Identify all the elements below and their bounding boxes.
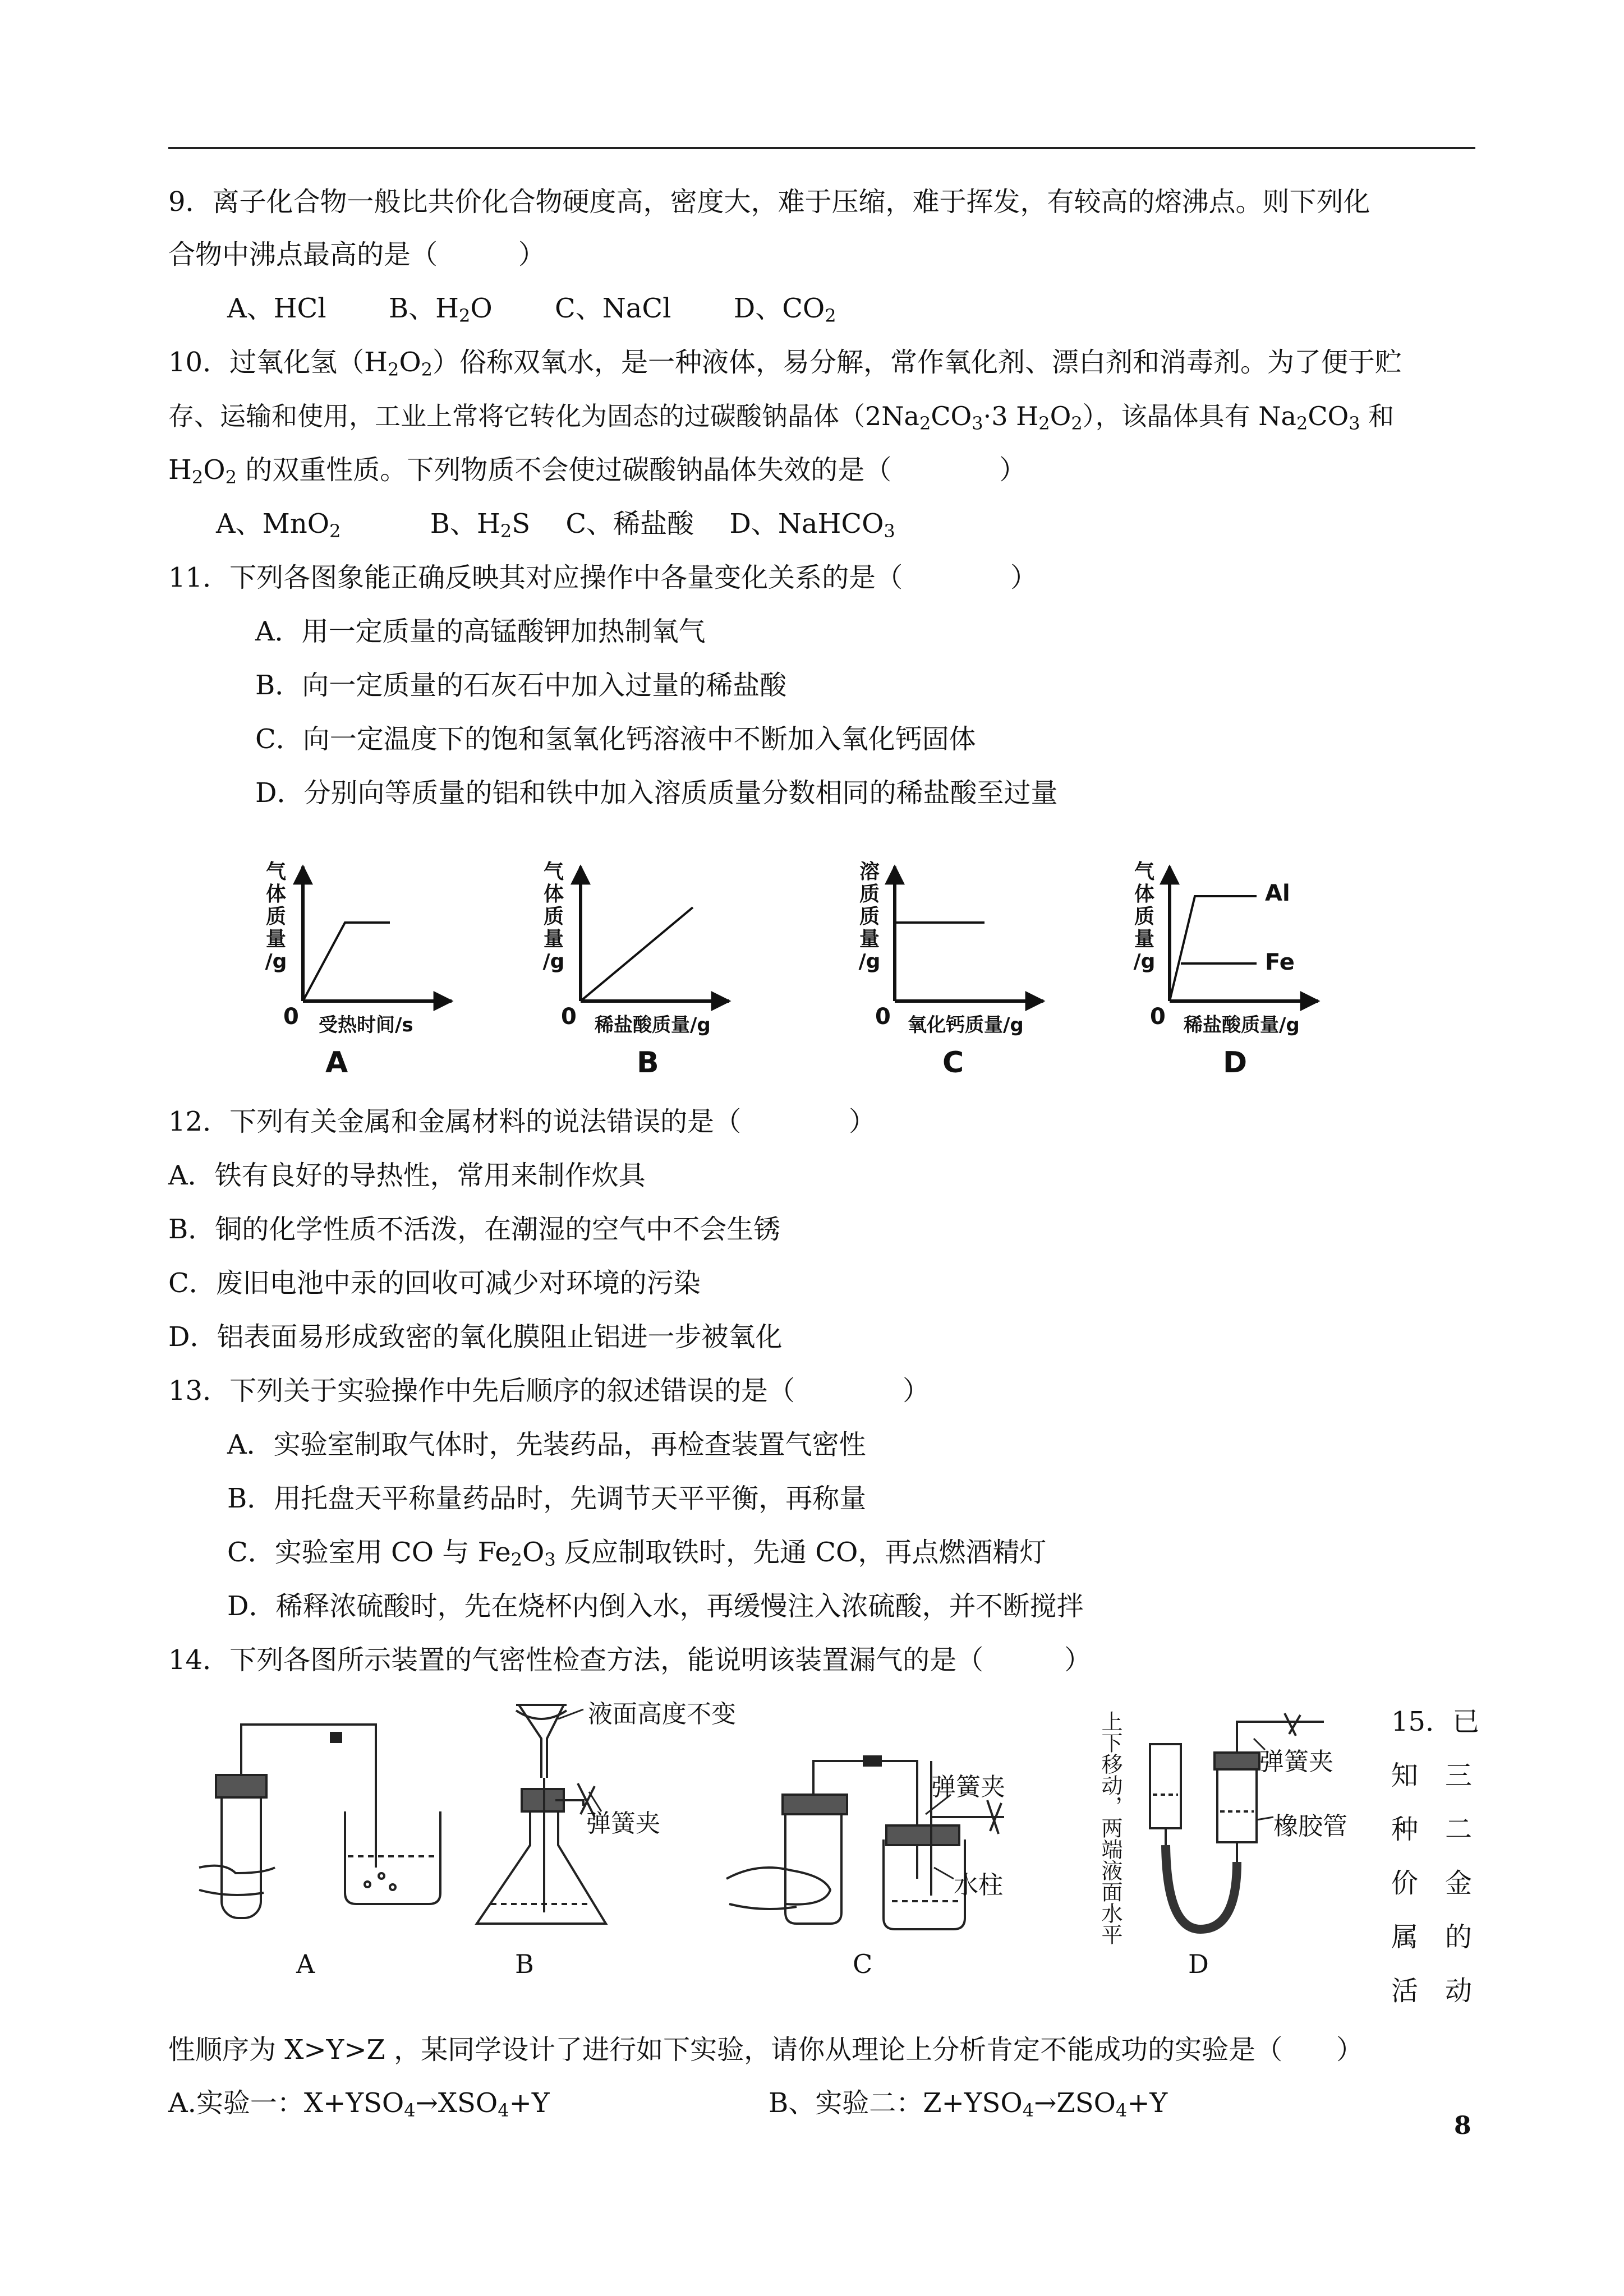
graph-c-caption: C xyxy=(942,1046,964,1080)
apparatus-d-caption: D xyxy=(1188,1949,1209,1979)
q11-option-c: C．向一定温度下的饱和氢氧化钙溶液中不断加入氧化钙固体 xyxy=(255,723,976,755)
graph-c-ylabel: 溶 质 质 量 /g xyxy=(858,860,881,973)
q12-stem: 12．下列有关金属和金属材料的说法错误的是（ ） xyxy=(168,1106,876,1137)
q12-option-d: D．铝表面易形成致密的氧化膜阻止铝进一步被氧化 xyxy=(168,1321,783,1353)
q12-option-c: C．废旧电池中汞的回收可减少对环境的污染 xyxy=(168,1267,701,1299)
q13-option-b: B．用托盘天平称量药品时，先调节天平平衡，再称量 xyxy=(227,1483,867,1514)
q12-option-b: B．铜的化学性质不活泼，在潮湿的空气中不会生锈 xyxy=(168,1214,781,1245)
q13-stem: 13．下列关于实验操作中先后顺序的叙述错误的是（ ） xyxy=(168,1375,930,1407)
q10-option-c: C、稀盐酸 xyxy=(565,508,694,540)
apparatus-c-label-clamp: 弹簧夹 xyxy=(931,1773,1005,1801)
page-number: 8 xyxy=(1454,2111,1471,2140)
q9-option-b: B、$H_2O$ xyxy=(388,293,493,326)
q13-option-a: A．实验室制取气体时，先装药品，再检查装置气密性 xyxy=(227,1429,866,1460)
q10-stem-line2: 存、运输和使用，工业上常将它转化为固态的过碳酸钠晶体（$2Na_2CO_3\cdot 3$ $H_2O_2$），该晶体具有 $Na_2CO_3$ 和 xyxy=(168,401,1395,434)
graph-a-xlabel: 受热时间/s xyxy=(319,1014,413,1036)
q11-option-a: A．用一定质量的高锰酸钾加热制氧气 xyxy=(255,616,706,647)
graph-a-ylabel: 气 体 质 量 /g xyxy=(265,860,287,973)
graph-a-caption: A xyxy=(325,1046,348,1080)
apparatus-b-caption: B xyxy=(515,1949,534,1979)
q10-stem-line3: $H_2O_2$ 的双重性质。下列物质不会使过碳酸钠晶体失效的是（ ） xyxy=(168,454,1027,488)
graph-b-origin: 0 xyxy=(561,1004,577,1030)
graph-c-xlabel: 氧化钙质量/g xyxy=(908,1014,1024,1036)
apparatus-d-label-clamp: 弹簧夹 xyxy=(1259,1748,1333,1776)
q11-option-b: B．向一定质量的石灰石中加入过量的稀盐酸 xyxy=(255,670,787,701)
q9-option-d: D、$CO_2$ xyxy=(733,293,836,326)
q13-option-c: C．实验室用 CO 与 $Fe_2O_3$ 反应制取铁时，先通 CO，再点燃酒精灯 xyxy=(227,1537,1047,1570)
apparatus-c-label-water: 水柱 xyxy=(954,1871,1003,1899)
q10-stem-line1: 10．过氧化氢$(H_2O_2)$俗称双氧水，是一种液体，易分解，常作氧化剂、漂白剂和消毒剂。为了便于贮 xyxy=(168,347,1402,380)
q9-option-c: C、NaCl xyxy=(555,293,671,324)
apparatus-c-caption: C xyxy=(853,1949,873,1979)
graph-b-ylabel: 气 体 质 量 /g xyxy=(542,860,565,973)
graph-d-series-al: Al xyxy=(1265,880,1290,906)
graph-b-caption: B xyxy=(637,1046,659,1080)
graph-d-xlabel: 稀盐酸质量/g xyxy=(1184,1014,1300,1036)
q14-stem: 14．下列各图所示装置的气密性检查方法，能说明该装置漏气的是（ ） xyxy=(168,1644,1092,1676)
graph-c-origin: 0 xyxy=(875,1004,891,1030)
q11-stem: 11．下列各图象能正确反映其对应操作中各量变化关系的是（ ） xyxy=(168,562,1038,593)
q15-experiment-b: B、实验二：$Z+YSO_4\to ZSO_4+Y$ xyxy=(769,2087,1168,2121)
graph-a-origin: 0 xyxy=(283,1004,299,1030)
graph-d-series-fe: Fe xyxy=(1265,949,1295,975)
q10-option-a: A、MnO$_2$ xyxy=(216,508,341,542)
q10-option-d: D、NaHCO$_3$ xyxy=(729,508,895,542)
graph-b-xlabel: 稀盐酸质量/g xyxy=(595,1014,711,1036)
apparatus-d-label-tube: 橡胶管 xyxy=(1273,1812,1347,1841)
graph-d-caption: D xyxy=(1223,1046,1248,1080)
q9-stem-line2: 合物中沸点最高的是（ ） xyxy=(168,239,546,270)
apparatus-a xyxy=(199,1725,440,1918)
q11-option-d: D．分别向等质量的铝和铁中加入溶质质量分数相同的稀盐酸至过量 xyxy=(255,777,1058,809)
apparatus-b-label-clamp: 弹簧夹 xyxy=(586,1809,660,1838)
q13-option-d: D．稀释浓硫酸时，先在烧杯内倒入水，再缓慢注入浓硫酸，并不断搅拌 xyxy=(227,1590,1084,1622)
apparatus-a-caption: A xyxy=(296,1949,315,1979)
q9-option-a: A、HCl xyxy=(227,293,326,324)
apparatus-b-label-level: 液面高度不变 xyxy=(588,1700,736,1728)
q10-option-b: B、$H_2S$ xyxy=(430,508,531,542)
graph-d-ylabel: 气 体 质 量 /g xyxy=(1133,860,1156,973)
q15-stem-line2: 性顺序为 X>Y>Z ，某同学设计了进行如下实验，请你从理论上分析肯定不能成功的实验是（ ） xyxy=(168,2034,1364,2066)
apparatus-d-label-vertical: 上下移动，两端液面水平 xyxy=(1098,1711,1122,1945)
q12-option-a: A．铁有良好的导热性，常用来制作炊具 xyxy=(168,1160,646,1191)
graph-d-origin: 0 xyxy=(1150,1004,1166,1030)
q9-stem-line1: 9．离子化合物一般比共价化合物硬度高，密度大，难于压缩，难于挥发，有较高的熔沸点。则下列化 xyxy=(168,186,1370,218)
q15-column-text: 15．已 知 三 种 二 价 金 属 的 活 动 xyxy=(1391,1706,1480,2007)
q15-experiment-a: A.实验一：$X+YSO_4\to XSO_4+Y$ xyxy=(168,2087,550,2121)
